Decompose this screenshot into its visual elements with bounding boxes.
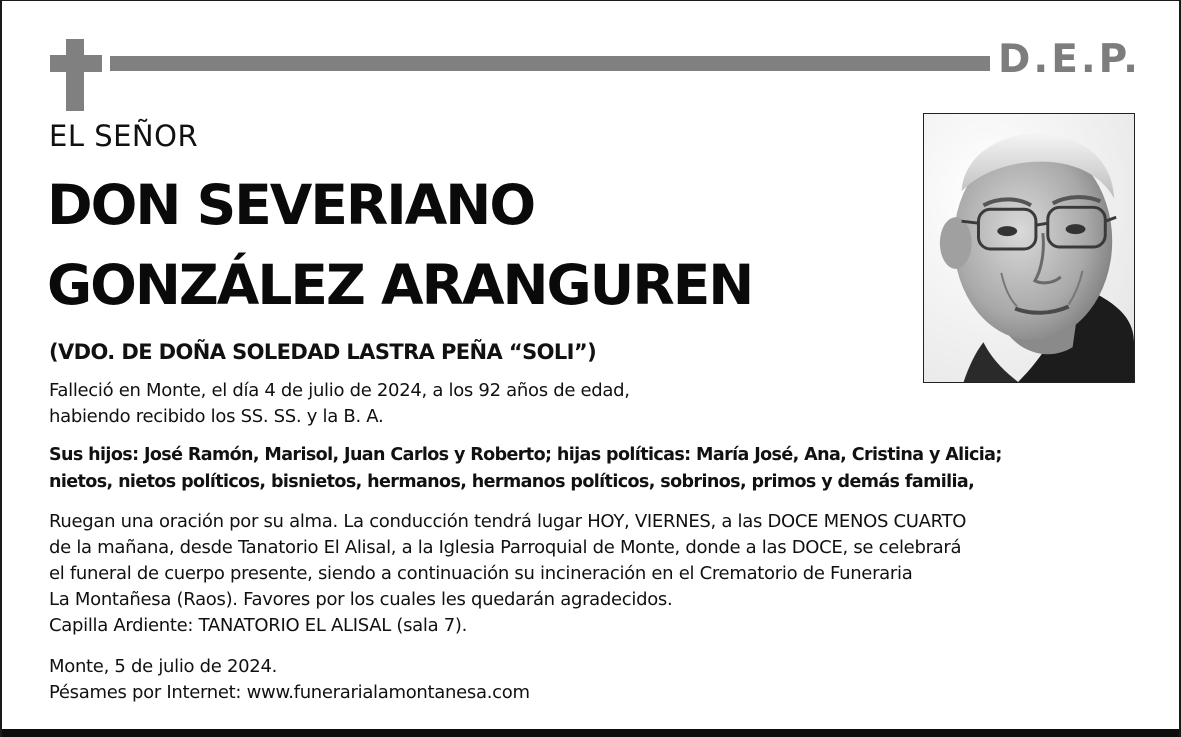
footer-rule [2, 729, 1179, 737]
death-notice-line: habiendo recibido los SS. SS. y la B. A. [49, 406, 384, 427]
honorific-prefix: EL SEÑOR [49, 119, 199, 153]
service-line: La Montañesa (Raos). Favores por los cuales les quedarán agradecidos. [49, 589, 673, 610]
latin-cross-icon [50, 39, 102, 111]
service-line: Capilla Ardiente: TANATORIO EL ALISAL (sala 7). [49, 615, 468, 636]
deceased-name-line-2: GONZÁLEZ ARANGUREN [47, 253, 753, 317]
family-list [49, 442, 1002, 496]
family-list-line: nietos, nietos políticos, bisnietos, hermanos, hermanos políticos, sobrinos, primos y demás familia, [49, 472, 975, 492]
service-line: Ruegan una oración por su alma. La conducción tendrá lugar HOY, VIERNES, a las DOCE MENOS CUARTO [49, 511, 967, 532]
deceased-name-line-1: DON SEVERIANO [47, 173, 535, 237]
widow-note: (VDO. DE DOÑA SOLEDAD LASTRA PEÑA “SOLI”) [49, 340, 597, 364]
place-date: Monte, 5 de julio de 2024. [49, 656, 278, 677]
condolences-link: Pésames por Internet: www.funerarialamontanesa.com [49, 682, 530, 703]
service-details [49, 509, 966, 639]
service-line: de la mañana, desde Tanatorio El Alisal, a la Iglesia Parroquial de Monte, donde a las DOCE, se celebrará [49, 537, 962, 558]
family-list-line: Sus hijos: José Ramón, Marisol, Juan Carlos y Roberto; hijas políticas: María José, Ana, Cristina y Alicia; [49, 445, 1002, 465]
death-notice-line: Falleció en Monte, el día 4 de julio de 2024, a los 92 años de edad, [49, 380, 630, 401]
service-line: el funeral de cuerpo presente, siendo a continuación su incineración en el Crematorio de Funeraria [49, 563, 913, 584]
footer [49, 654, 530, 706]
portrait-photo [923, 113, 1135, 383]
death-notice [49, 378, 630, 430]
dep-label: D.E.P. [998, 37, 1141, 82]
header-rule [110, 56, 990, 71]
